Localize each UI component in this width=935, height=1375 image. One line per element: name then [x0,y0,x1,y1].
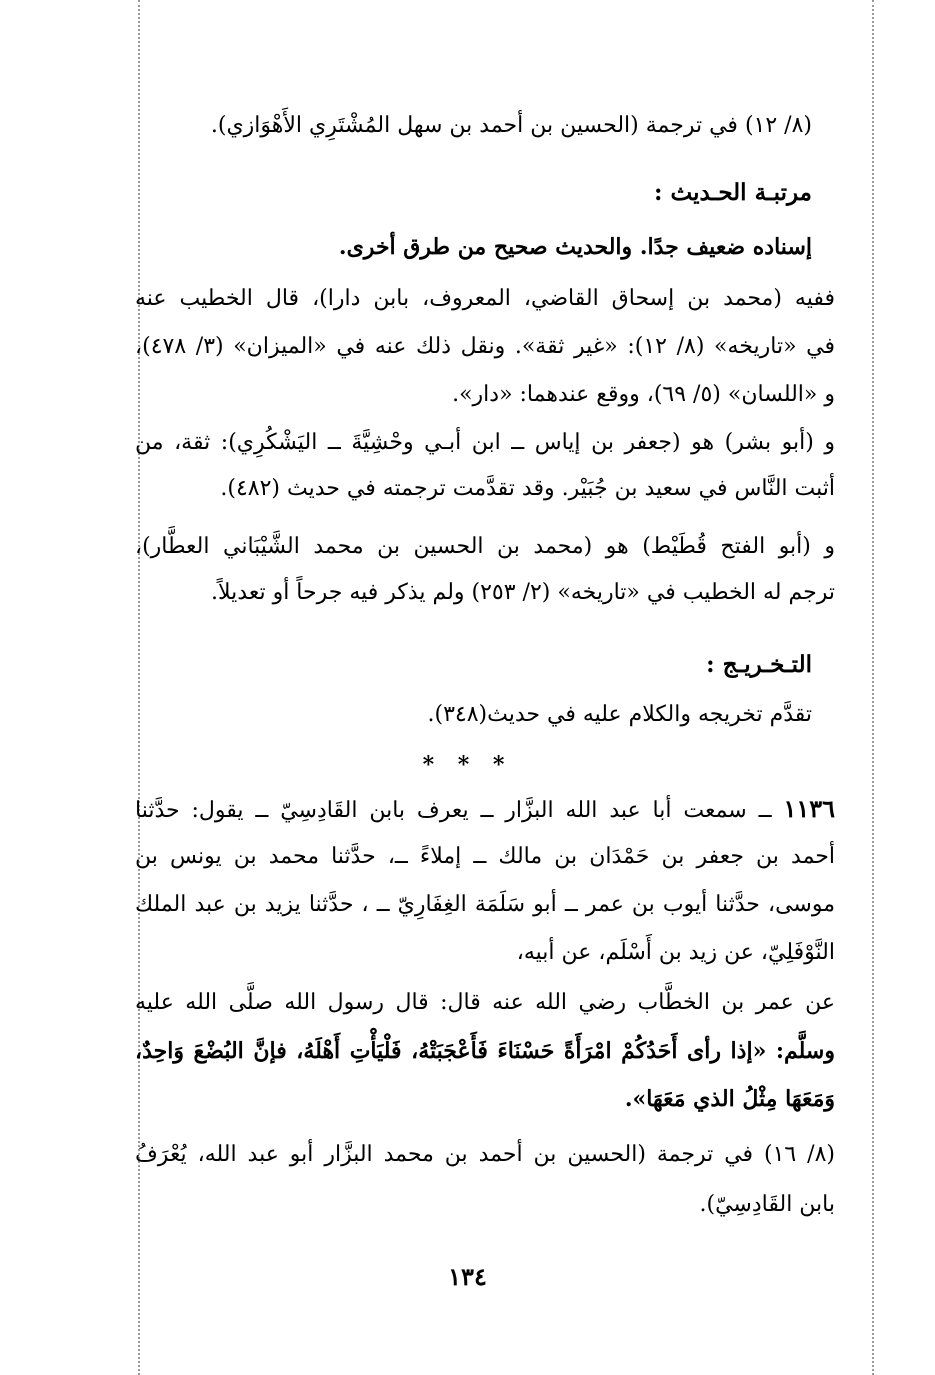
hadith-line-2: أحمد بن جعفر بن حَمْدَان بن مالك ــ إملاءً ــ، حدَّثنا محمد بن يونس بن [135,844,835,869]
hadith-isnad-1: ــ سمعت أبا عبد الله البزَّار ــ يعرف بابن القَادِسِيّ ــ يقول: حدَّثنا [135,798,772,823]
takhrij-heading: التـخـريـج : [706,651,812,678]
hadith-line-4: النَّوْفَلِيّ، عن زيد بن أَسْلَم، عن أبيه، [516,940,835,965]
grade-para-1-line-2: في «تاريخه» (٨/ ١٢): «غير ثقة». ونقل ذلك عنه في «الميزان» (٣/ ٤٧٨)، [135,334,836,359]
footnote-bottom-line-2: بابن القَادِسِيّ). [699,1192,835,1217]
grade-para-1-line-3: و «اللسان» (٥/ ٦٩)، ووقع عندهما: «دار». [452,382,835,407]
matn-line-1: عن عمر بن الخطَّاب رضي الله عنه قال: قال رسول الله صلَّى الله عليه [135,990,835,1015]
grade-verdict: إسناده ضعيف جدًا. والحديث صحيح من طرق أخرى. [338,234,812,260]
footnote-top: (٨/ ١٢) في ترجمة (الحسين بن أحمد بن سهل المُشْتَرِي الأَهْوَازي). [210,113,812,138]
footnote-bottom-line-1: (٨/ ١٦) في ترجمة (الحسين بن أحمد بن محمد البزَّار أبو عبد الله، يُعْرَفُ [135,1142,836,1167]
section-separator: * * * [422,752,513,778]
grade-heading: مرتبـة الحـديث : [654,179,812,206]
takhrij-text: تقدَّم تخريجه والكلام عليه في حديث(٣٤٨). [427,702,812,727]
hadith-line-1 [135,794,835,826]
matn-line-2: وسلَّم: «إذا رأى أَحَدُكُمْ امْرَأَةً حَسْنَاءَ فَأَعْجَبَتْهُ، فَلْيَأْتِ أَهْلَهُ، فإنَّ البُضْعَ وَاحِدٌ، [135,1038,835,1064]
matn-line-3: وَمَعَهَا مِثْلُ الذي مَعَهَا». [624,1086,835,1112]
grade-para-2-line-1: و (أبو بشر) هو (جعفر بن إياس ــ ابن أبـي وحْشِيَّةَ ــ اليَشْكُرِي): ثقة، من [135,430,835,455]
grade-para-1-line-1: ففيه (محمد بن إسحاق القاضي، المعروف، بابن دارا)، قال الخطيب عنه [135,286,835,311]
grade-para-2-line-2: أثبت النَّاس في سعيد بن جُبَيْر. وقد تقدَّمت ترجمته في حديث (٤٨٢). [220,476,835,501]
hadith-line-3: موسى، حدَّثنا أيوب بن عمر ــ أبو سَلَمَة الغِفَارِيّ ــ ، حدَّثنا يزيد بن عبد الملك [135,892,835,917]
grade-para-3-line-2: ترجم له الخطيب في «تاريخه» (٢/ ٢٥٣) ولم يذكر فيه جرحاً أو تعديلاً. [211,580,835,605]
grade-para-3-line-1: و (أبو الفتح قُطَيْط) هو (محمد بن الحسين بن محمد الشَّيْبَاني العطَّار)، [135,534,835,559]
page-number: ١٣٤ [448,1262,487,1291]
hadith-number: ١١٣٦ [783,794,835,823]
